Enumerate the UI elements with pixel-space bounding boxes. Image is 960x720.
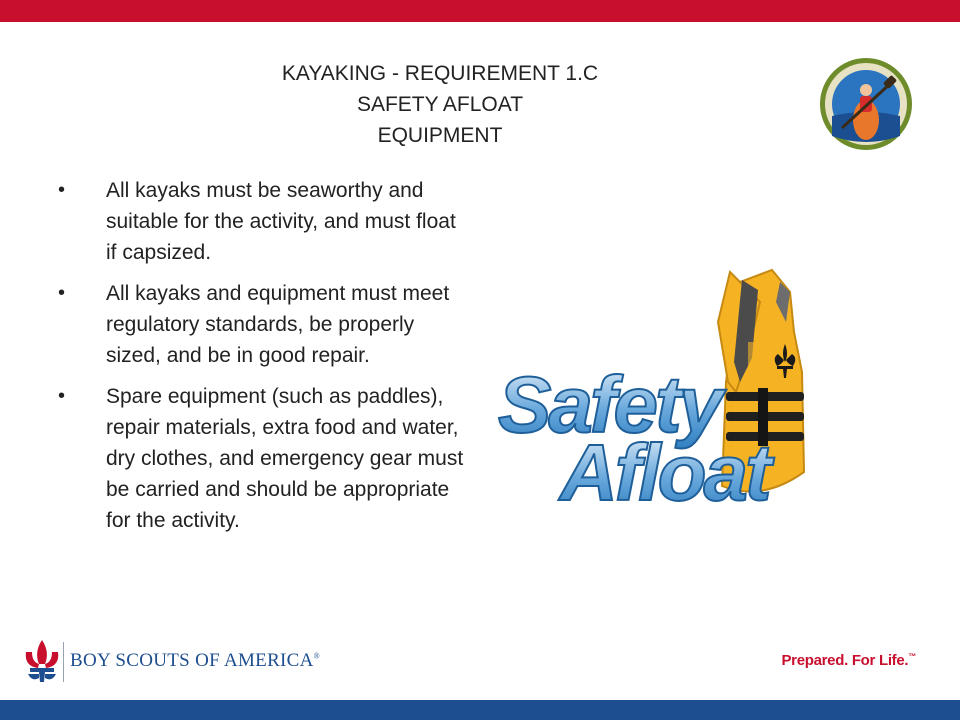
footer-divider bbox=[63, 642, 64, 682]
top-red-bar bbox=[0, 0, 960, 22]
title-line-2: SAFETY AFLOAT bbox=[356, 93, 524, 116]
bullet-text: All kayaks must be seaworthy and suitable for the activity, and must float if capsized. bbox=[106, 179, 456, 264]
motto-text: Prepared. For Life. bbox=[781, 652, 909, 669]
motto-trademark: ™ bbox=[908, 652, 916, 661]
bottom-blue-bar bbox=[0, 700, 960, 720]
kayaking-merit-badge-icon bbox=[818, 56, 914, 152]
title-line-3: EQUIPMENT bbox=[377, 124, 503, 147]
bullet-item bbox=[58, 381, 468, 536]
logo-word-safety: Safety bbox=[498, 360, 721, 449]
bullet-text: Spare equipment (such as paddles), repair materials, extra food and water, dry clothes, and emergency gear must be carried and should be appropriate for the activity. bbox=[106, 385, 464, 532]
bsa-fleur-de-lis-icon bbox=[22, 638, 62, 684]
org-name-text: BOY SCOUTS OF AMERICA bbox=[70, 650, 314, 671]
logo-word-afloat: Afloat bbox=[560, 428, 769, 517]
bullet-list bbox=[58, 175, 468, 546]
bullet-item bbox=[58, 278, 468, 371]
slide-title bbox=[230, 58, 650, 151]
title-line-1: KAYAKING - REQUIREMENT 1.C bbox=[281, 62, 599, 85]
bullet-glyph: • bbox=[58, 385, 66, 407]
footer-motto bbox=[781, 652, 916, 669]
safety-afloat-illustration bbox=[490, 262, 810, 522]
bullet-glyph: • bbox=[58, 179, 66, 201]
footer-org-name bbox=[70, 650, 320, 672]
org-registered-mark: ® bbox=[313, 651, 321, 661]
bullet-text: All kayaks and equipment must meet regulatory standards, be properly sized, and be in good repair. bbox=[106, 282, 450, 367]
bullet-glyph: • bbox=[58, 282, 66, 304]
bullet-item bbox=[58, 175, 468, 268]
